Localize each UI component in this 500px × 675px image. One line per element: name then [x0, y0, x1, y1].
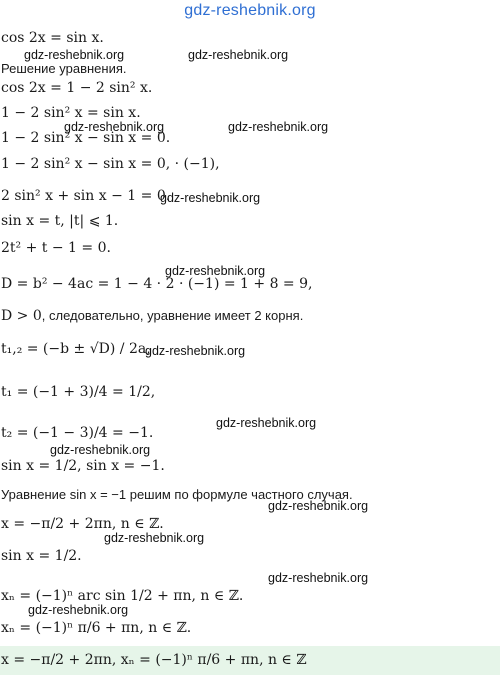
step-quadratic-t: 2t² + t − 1 = 0. — [1, 240, 111, 256]
step-back-substitute: sin x = 1/2, sin x = −1. — [1, 458, 165, 474]
final-answer: x = −π/2 + 2πn, xₙ = (−1)ⁿ π/6 + πn, n ∈ ℤ — [1, 652, 307, 668]
step-general-pi6: xₙ = (−1)ⁿ π/6 + πn, n ∈ ℤ. — [1, 620, 192, 636]
step-identity: cos 2x = 1 − 2 sin² x. — [1, 80, 153, 96]
watermark: gdz-reshebnik.org — [64, 120, 165, 134]
step-root-t2: t₂ = (−1 − 3)/4 = −1. — [1, 425, 154, 441]
watermark: gdz-reshebnik.org — [268, 571, 369, 585]
step-root-formula: t₁,₂ = (−b ± √D) / 2a, — [1, 341, 151, 357]
step-rearrange: 1 − 2 sin² x − sin x = 0. — [1, 130, 171, 146]
step-special-case-note: Уравнение sin x = −1 решим по формуле частного случая. — [1, 487, 353, 502]
solution-heading: Решение уравнения. — [1, 61, 127, 76]
watermark: gdz-reshebnik.org — [50, 443, 151, 457]
discriminant-inequality: D > 0 — [1, 308, 42, 324]
watermark: gdz-reshebnik.org — [104, 531, 205, 545]
discriminant-conclusion: , следовательно, уравнение имеет 2 корня. — [41, 308, 304, 323]
watermark: gdz-reshebnik.org — [160, 191, 261, 205]
step-multiply: 1 − 2 sin² x − sin x = 0, · (−1), — [1, 156, 220, 172]
watermark: gdz-reshebnik.org — [216, 416, 317, 430]
step-substitution-t: sin x = t, |t| ⩽ 1. — [1, 213, 119, 229]
step-solution-1: x = −π/2 + 2πn, n ∈ ℤ. — [1, 516, 164, 532]
step-root-t1: t₁ = (−1 + 3)/4 = 1/2, — [1, 384, 156, 400]
task-equation: cos 2x = sin x. — [1, 30, 104, 46]
step-general-arcsin: xₙ = (−1)ⁿ arc sin 1/2 + πn, n ∈ ℤ. — [1, 588, 244, 604]
watermark: gdz-reshebnik.org — [145, 344, 246, 358]
step-discriminant: D = b² − 4ac = 1 − 4 · 2 · (−1) = 1 + 8 = 9, — [1, 276, 313, 292]
watermark: gdz-reshebnik.org — [24, 48, 125, 62]
step-quadratic-sin: 2 sin² x + sin x − 1 = 0. — [1, 188, 171, 204]
watermark: gdz-reshebnik.org — [28, 603, 129, 617]
watermark: gdz-reshebnik.org — [165, 264, 266, 278]
step-sin-half: sin x = 1/2. — [1, 548, 82, 564]
step-discriminant-positive — [1, 308, 303, 324]
watermark-header: gdz-reshebnik.org — [184, 2, 316, 19]
watermark: gdz-reshebnik.org — [268, 499, 369, 513]
watermark: gdz-reshebnik.org — [188, 48, 289, 62]
step-substitute: 1 − 2 sin² x = sin x. — [1, 105, 141, 121]
watermark: gdz-reshebnik.org — [228, 120, 329, 134]
